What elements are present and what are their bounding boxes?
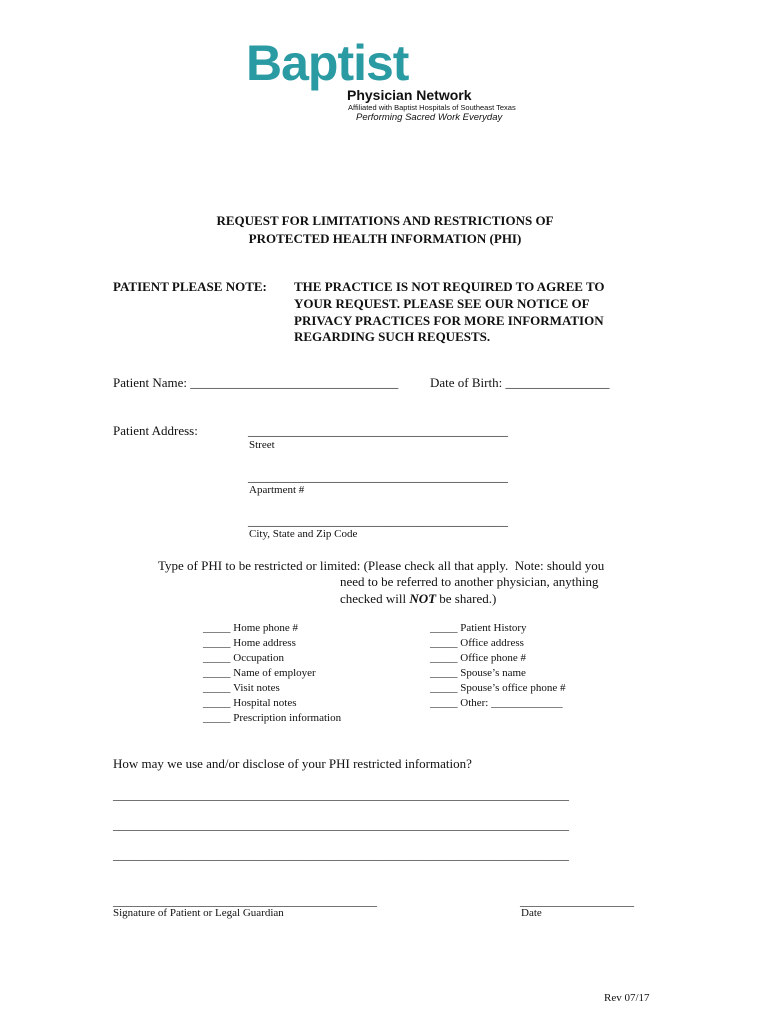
checklist-item-patient-history[interactable]: _____ Patient History <box>430 622 527 634</box>
checklist-item-office-address[interactable]: _____ Office address <box>430 637 524 649</box>
checklist-item-other[interactable]: _____ Other: _____________ <box>430 697 563 709</box>
notice-line-1: THE PRACTICE IS NOT REQUIRED TO AGREE TO <box>294 279 605 294</box>
checklist-item-home-address[interactable]: _____ Home address <box>203 637 296 649</box>
usage-answer-line-1[interactable]: ____________________________________________________________________________ <box>113 788 569 802</box>
logo-affiliation: Affiliated with Baptist Hospitals of Southeast Texas <box>348 103 516 112</box>
form-title-line2: PROTECTED HEALTH INFORMATION (PHI) <box>248 231 522 246</box>
usage-answer-line-2[interactable]: ____________________________________________________________________________ <box>113 818 569 832</box>
form-title-line1: REQUEST FOR LIMITATIONS AND RESTRICTIONS OF <box>216 213 554 228</box>
patient-name-field[interactable]: Patient Name: ________________________________ <box>113 375 399 390</box>
logo-name: Baptist <box>246 35 409 91</box>
checklist-item-occupation[interactable]: _____ Occupation <box>203 652 284 664</box>
checklist-item-prescription[interactable]: _____ Prescription information <box>203 712 342 724</box>
usage-answer-line-3[interactable]: ____________________________________________________________________________ <box>113 848 569 862</box>
logo-tagline: Performing Sacred Work Everyday <box>356 112 503 123</box>
checklist-item-hospital-notes[interactable]: _____ Hospital notes <box>203 697 297 709</box>
street-label: Street <box>249 439 275 451</box>
checklist-item-office-phone[interactable]: _____ Office phone # <box>430 652 527 664</box>
patient-address-label: Patient Address: <box>113 423 198 438</box>
city-state-zip-label: City, State and Zip Code <box>249 528 358 540</box>
date-line[interactable]: ___________________ <box>520 894 634 908</box>
apartment-label: Apartment # <box>249 484 305 496</box>
checklist-item-spouse-name[interactable]: _____ Spouse’s name <box>430 667 526 679</box>
notice-line-4: REGARDING SUCH REQUESTS. <box>294 329 491 344</box>
notice-line-2: YOUR REQUEST. PLEASE SEE OUR NOTICE OF <box>294 296 590 311</box>
date-of-birth-field[interactable]: Date of Birth: ________________ <box>430 375 610 390</box>
checklist-item-spouse-office-phone[interactable]: _____ Spouse’s office phone # <box>430 682 566 694</box>
checklist-item-home-phone[interactable]: _____ Home phone # <box>203 622 299 634</box>
usage-question: How may we use and/or disclose of your PHI restricted information? <box>113 756 472 771</box>
revision-label: Rev 07/17 <box>604 992 650 1004</box>
signature-label: Signature of Patient or Legal Guardian <box>113 907 284 919</box>
not-emphasis: NOT <box>409 591 437 606</box>
phi-type-instructions-2: need to be referred to another physician, anything <box>340 574 599 589</box>
logo-subtitle: Physician Network <box>347 87 472 103</box>
street-line[interactable]: ________________________________________ <box>248 423 508 438</box>
notice-line-3: PRIVACY PRACTICES FOR MORE INFORMATION <box>294 313 604 328</box>
apartment-line[interactable]: ________________________________________ <box>248 469 508 484</box>
date-label: Date <box>521 907 542 919</box>
phi-type-instructions-3: checked will NOT be shared.) <box>340 591 497 606</box>
signature-line[interactable]: ____________________________________________ <box>113 894 377 908</box>
city-line[interactable]: ________________________________________ <box>248 513 508 528</box>
checklist-item-visit-notes[interactable]: _____ Visit notes <box>203 682 280 694</box>
checklist-item-employer[interactable]: _____ Name of employer <box>203 667 316 679</box>
notice-label: PATIENT PLEASE NOTE: <box>113 279 267 294</box>
phi-type-instructions-1: Type of PHI to be restricted or limited: (Please check all that apply. Note: should you <box>158 558 605 573</box>
